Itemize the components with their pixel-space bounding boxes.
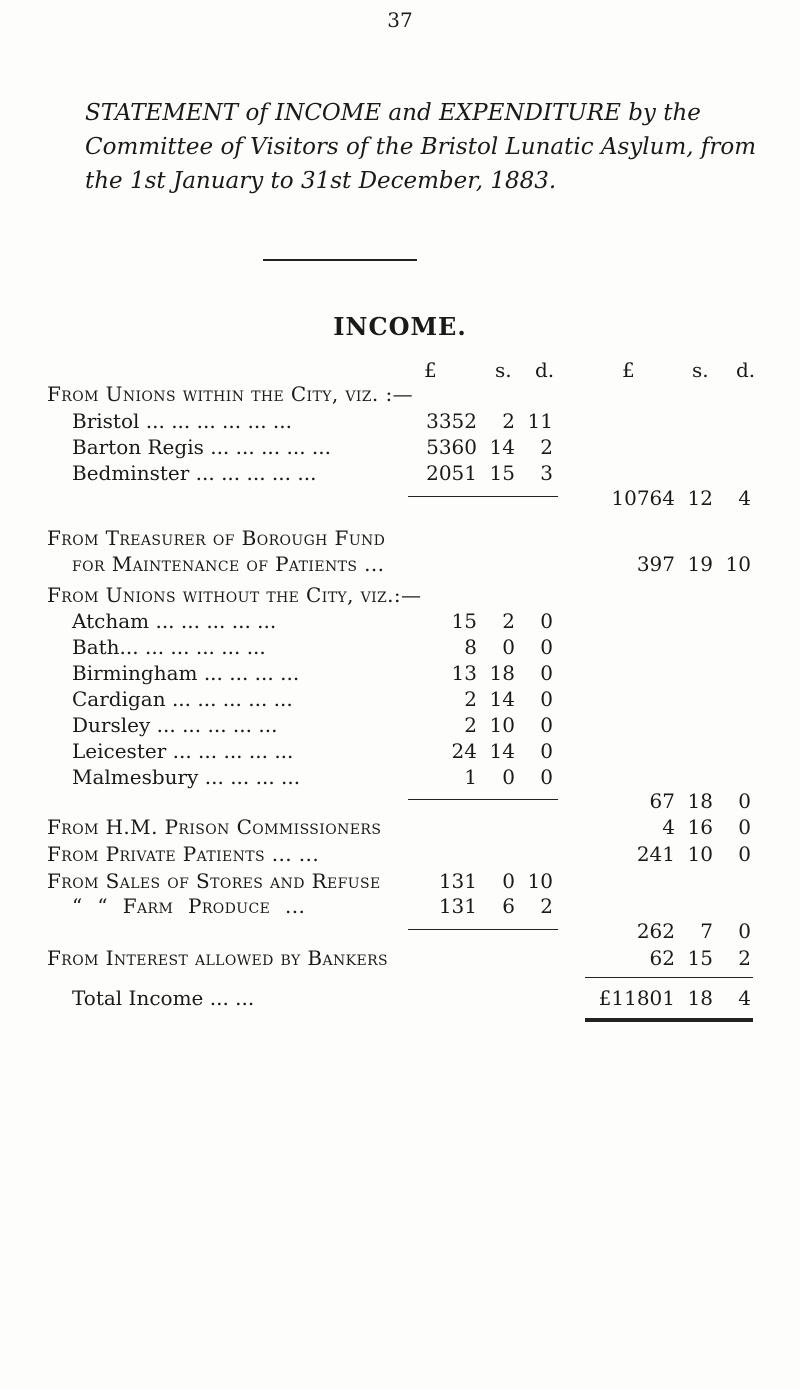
unions-without-total-pounds: 67: [649, 789, 675, 813]
row-name: Malmesbury: [72, 765, 199, 789]
row-leader: ... ... ... ...: [197, 661, 300, 685]
row-leader: ... ... ... ... ...: [165, 687, 293, 711]
title-line-1: STATEMENT of INCOME and EXPENDITURE by the: [85, 100, 701, 126]
total-income-label: Total Income: [72, 986, 204, 1010]
double-rule: [585, 1018, 753, 1022]
sales-row-pounds: 131: [438, 894, 477, 918]
sales-total-pence: 0: [738, 919, 751, 943]
unions-within-label: From Unions within the City, viz. :—: [47, 382, 413, 406]
unions-within-total-shillings: 12: [687, 486, 713, 510]
row-shillings: 0: [502, 635, 515, 659]
row-shillings: 15: [489, 461, 515, 485]
income-heading: INCOME.: [333, 312, 467, 341]
row-pounds: 15: [451, 609, 477, 633]
prison-total-shillings: 16: [687, 815, 713, 839]
private-label: From Private Patients: [47, 842, 266, 866]
row-pounds: 2: [464, 713, 477, 737]
row-pence: 0: [540, 765, 553, 789]
row-pence: 3: [540, 461, 553, 485]
header-right-shillings: s.: [692, 358, 709, 382]
row-shillings: 18: [489, 661, 515, 685]
row-pounds: 24: [451, 739, 477, 763]
header-right-pounds: £: [622, 358, 635, 382]
borough-fund-label-1: From Treasurer of Borough Fund: [47, 526, 386, 550]
prison-label: From H.M. Prison Commissioners: [47, 815, 382, 839]
row-name: Dursley: [72, 713, 151, 737]
sales-label-1: From Sales of Stores and Refuse: [47, 869, 381, 893]
total-income-leader: ... ...: [203, 986, 255, 1010]
subtotal-rule: [408, 929, 558, 930]
row-name: Cardigan: [72, 687, 166, 711]
sales-row-pounds: 131: [438, 869, 477, 893]
row-pence: 0: [540, 739, 553, 763]
row-name: Bedminster: [72, 461, 190, 485]
grand-total-pence: 4: [738, 986, 751, 1010]
row-name: Atcham: [72, 609, 150, 633]
row-leader: ... ... ... ... ...: [166, 739, 294, 763]
borough-fund-total-pence: 10: [725, 552, 751, 576]
row-pounds: 2051: [426, 461, 477, 485]
sales-total-shillings: 7: [700, 919, 713, 943]
subtotal-rule: [408, 799, 558, 800]
row-pounds: 3352: [426, 409, 477, 433]
row-shillings: 0: [502, 765, 515, 789]
sales-row-shillings: 0: [502, 869, 515, 893]
row-pence: 0: [540, 609, 553, 633]
row-pounds: 8: [464, 635, 477, 659]
row-leader: ... ... ... ... ... ...: [119, 635, 266, 659]
private-total-pence: 0: [738, 842, 751, 866]
title-line-2: Committee of Visitors of the Bristol Lunatic Asylum, from: [85, 134, 757, 160]
row-shillings: 14: [489, 739, 515, 763]
row-name: Birmingham: [72, 661, 198, 685]
private-total-pounds: 241: [636, 842, 675, 866]
unions-within-total-pounds: 10764: [611, 486, 675, 510]
interest-total-pounds: 62: [649, 946, 675, 970]
sales-row-pence: 10: [527, 869, 553, 893]
row-pounds: 13: [451, 661, 477, 685]
row-pounds: 2: [464, 687, 477, 711]
private-leader: ... ...: [265, 842, 320, 866]
header-left-shillings: s.: [495, 358, 512, 382]
unions-without-total-pence: 0: [738, 789, 751, 813]
interest-label: From Interest allowed by Bankers: [47, 946, 389, 970]
row-shillings: 2: [502, 609, 515, 633]
borough-fund-label-2: for Maintenance of Patients ...: [72, 552, 385, 576]
sales-row-shillings: 6: [502, 894, 515, 918]
row-leader: ... ... ... ... ... ...: [139, 409, 292, 433]
row-pence: 0: [540, 687, 553, 711]
total-rule: [585, 977, 753, 978]
row-pence: 0: [540, 713, 553, 737]
sales-total-pounds: 262: [636, 919, 675, 943]
row-shillings: 10: [489, 713, 515, 737]
prison-total-pence: 0: [738, 815, 751, 839]
unions-without-label: From Unions without the City, viz.:—: [47, 583, 422, 607]
row-pence: 0: [540, 635, 553, 659]
title-divider: [263, 259, 417, 261]
sales-row-pence: 2: [540, 894, 553, 918]
prison-total-pounds: 4: [662, 815, 675, 839]
grand-total-pounds: £11801: [598, 986, 675, 1010]
row-shillings: 14: [489, 687, 515, 711]
row-pounds: 5360: [426, 435, 477, 459]
row-pounds: 1: [464, 765, 477, 789]
row-leader: ... ... ... ... ...: [149, 609, 277, 633]
row-shillings: 14: [489, 435, 515, 459]
row-leader: ... ... ... ... ...: [150, 713, 278, 737]
row-pence: 11: [527, 409, 553, 433]
interest-total-shillings: 15: [687, 946, 713, 970]
title-line-3: the 1st January to 31st December, 1883.: [85, 168, 557, 194]
row-name: Barton Regis: [72, 435, 204, 459]
header-left-pence: d.: [535, 358, 555, 382]
row-pence: 2: [540, 435, 553, 459]
sales-label-2: “ “ Farm Produce ...: [72, 894, 306, 918]
row-leader: ... ... ... ...: [198, 765, 301, 789]
page-number: 37: [387, 8, 413, 32]
header-left-pounds: £: [424, 358, 437, 382]
grand-total-shillings: 18: [687, 986, 713, 1010]
interest-total-pence: 2: [738, 946, 751, 970]
row-name: Bristol: [72, 409, 140, 433]
row-name: Leicester: [72, 739, 167, 763]
subtotal-rule: [408, 496, 558, 497]
row-leader: ... ... ... ... ...: [189, 461, 317, 485]
header-right-pence: d.: [736, 358, 756, 382]
borough-fund-total-pounds: 397: [636, 552, 675, 576]
row-leader: ... ... ... ... ...: [203, 435, 332, 459]
borough-fund-total-shillings: 19: [687, 552, 713, 576]
row-name: Bath: [72, 635, 120, 659]
unions-within-total-pence: 4: [738, 486, 751, 510]
private-total-shillings: 10: [687, 842, 713, 866]
row-pence: 0: [540, 661, 553, 685]
row-shillings: 2: [502, 409, 515, 433]
unions-without-total-shillings: 18: [687, 789, 713, 813]
